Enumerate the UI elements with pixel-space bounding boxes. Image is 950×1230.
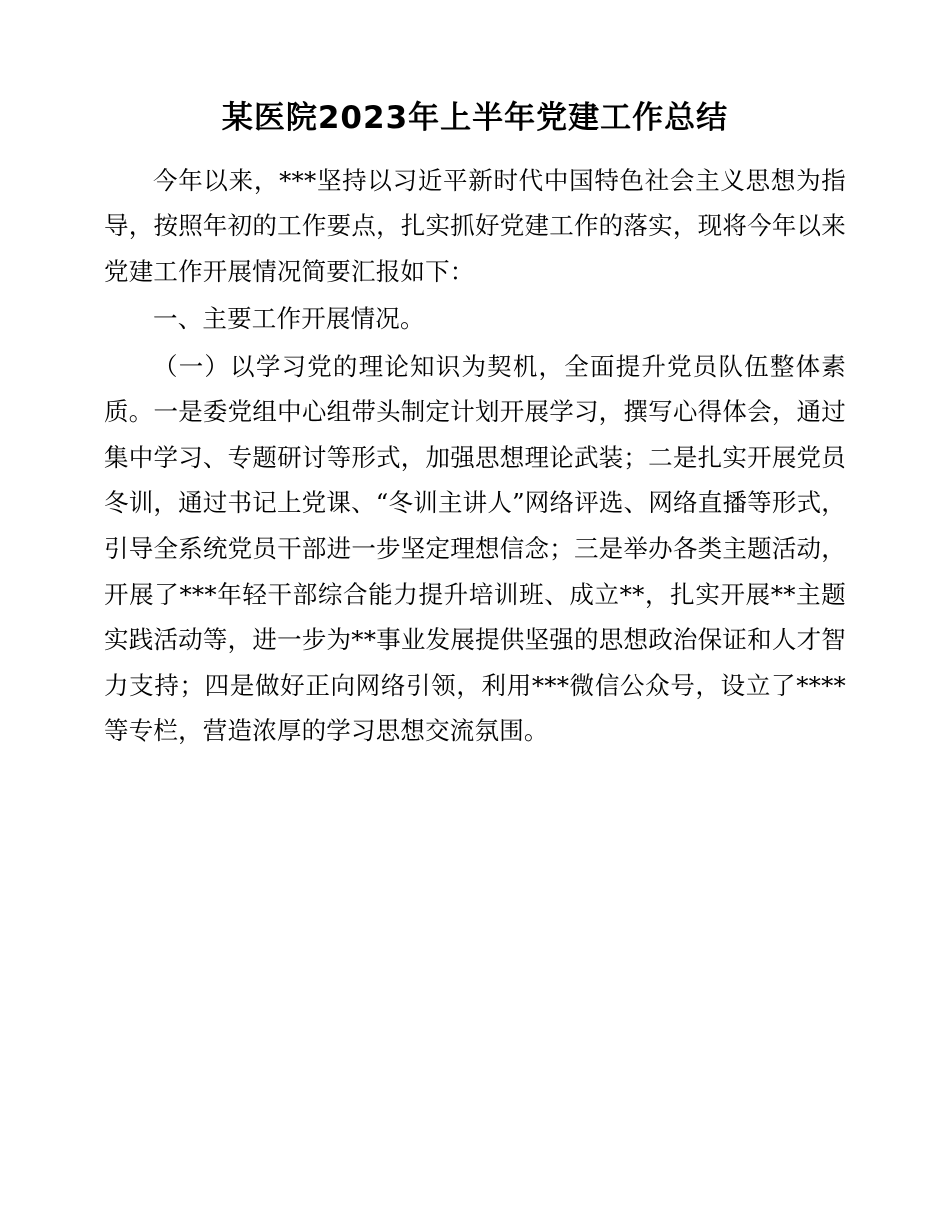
page-title: 某医院2023年上半年党建工作总结 — [221, 100, 729, 136]
paragraph-intro: 今年以来，***坚持以习近平新时代中国特色社会主义思想为指导，按照年初的工作要点，扎实抓好党建工作的落实，现将今年以来党建工作开展情况简要汇报如下： — [104, 165, 846, 286]
paragraph-section-heading-one: 一、主要工作开展情况。 — [153, 304, 425, 334]
paragraph-subsection-one: （一）以学习党的理论知识为契机，全面提升党员队伍整体素质。一是委党组中心组带头制定计划开展学习，撰写心得体会，通过集中学习、专题研讨等形式，加强思想理论武装；二是扎实开展党员冬训，通过书记上党课、“冬训主讲人”网络评选、网络直播等形式，引导全系统党员干部进一步坚定理想信念；三是举办各类主题活动，开展了***年轻干部综合能力提升培训班、成立**，扎实开展**主题实践活动等，进一步为**事业发展提供坚强的思想政治保证和人才智力支持；四是做好正向网络引领，利用***微信公众号，设立了****等专栏，营造浓厚的学习思想交流氛围。 — [104, 351, 846, 746]
